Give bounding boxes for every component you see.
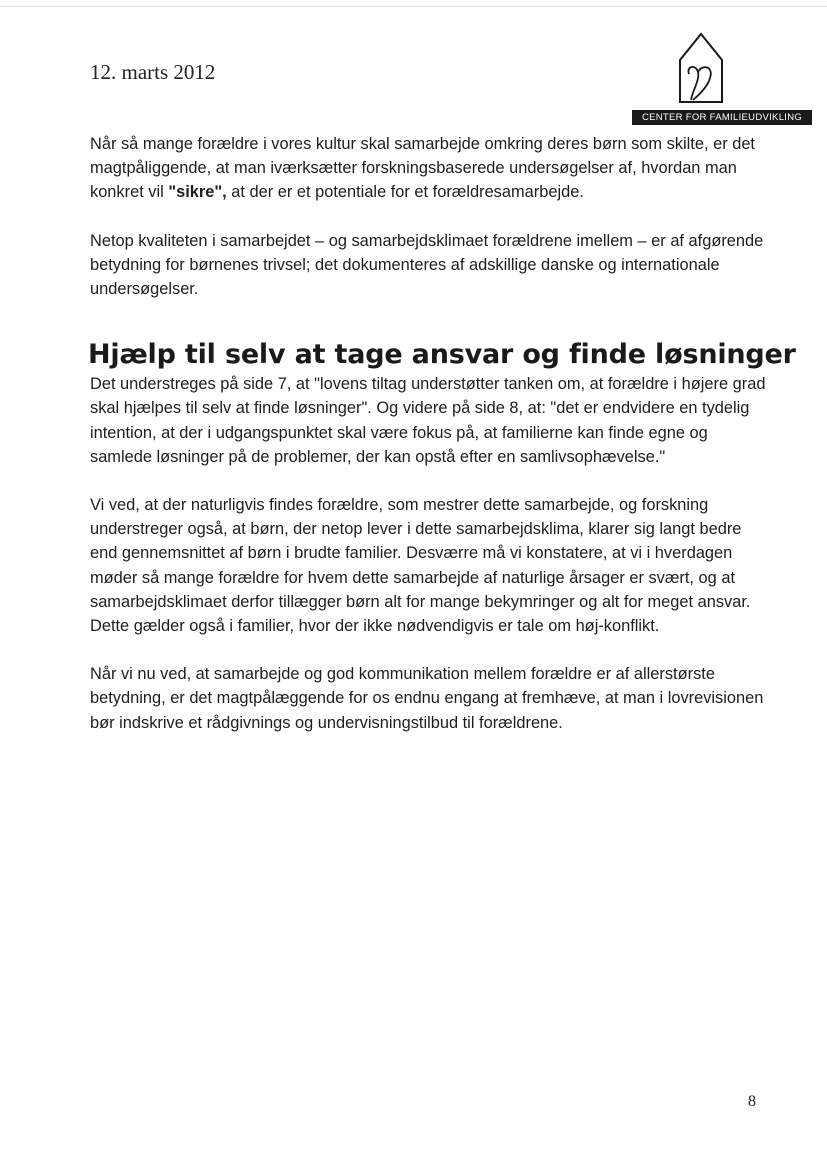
paragraph-1-text: Når så mange forældre i vores kultur skal samarbejde omkring deres børn som skilte, er det magtpåliggende, at man iværksætter forskningsbaserede undersøgelser af, hvordan man konkret vil (90, 135, 755, 202)
paragraph-4: Vi ved, at der naturligvis findes forældre, som mestrer dette samarbejde, og forskning understreger også, at børn, der netop lever i dette samarbejdsklima, klarer sig langt bedre end gennemsnittet af børn i brudte familier. Desværre må vi konstatere, at vi i hverdagen møder så mange forældre for hvem dette samarbejde af naturlige årsager er svært, og at samarbejdsklimaet derfor tillægger børn alt for mange bekymringer og alt for meget ansvar. Dette gælder også i familier, hvor der ikke nødvendigvis er tale om høj-konflikt. (90, 496, 751, 636)
document-body (88, 132, 796, 735)
section-heading: Hjælp til selv at tage ansvar og finde løsninger (88, 339, 796, 371)
paragraph-1-text-end: at der er et potentiale for et forældresamarbejde. (226, 183, 584, 202)
house-heart-icon (662, 30, 740, 108)
paragraph-1 (90, 132, 770, 205)
logo-wordmark: CENTER FOR FAMILIEUDVIKLING (632, 110, 812, 125)
scan-edge-line (0, 6, 827, 7)
paragraph-2: Netop kvaliteten i samarbejdet – og samarbejdsklimaet forældrene imellem – er af afgørende betydning for børnenes trivsel; det dokumenteres af adskillige danske og internationale undersøgelser. (90, 231, 764, 299)
paragraph-3: Det understreges på side 7, at "lovens tiltag understøtter tanken om, at forældre i højere grad skal hjælpes til selv at finde løsninger". Og videre på side 8, at: "det er endvidere en tydelig intention, at der i udgangspunktet skal være fokus på, at familierne kan finde egne og samlede løsninger på de problemer, der kan opstå efter en samlivsophævelse." (90, 375, 766, 466)
document-date: 12. marts 2012 (90, 60, 216, 84)
organization-logo (632, 30, 812, 130)
page-number: 8 (748, 1093, 756, 1110)
paragraph-5: Når vi nu ved, at samarbejde og god kommunikation mellem forældre er af allerstørste betydning, er det magtpålæggende for os endnu engang at fremhæve, at man i lovrevisionen bør indskrive et rådgivnings og undervisningstilbud til forældrene. (90, 665, 764, 732)
paragraph-1-emphasis: "sikre", (168, 183, 227, 202)
